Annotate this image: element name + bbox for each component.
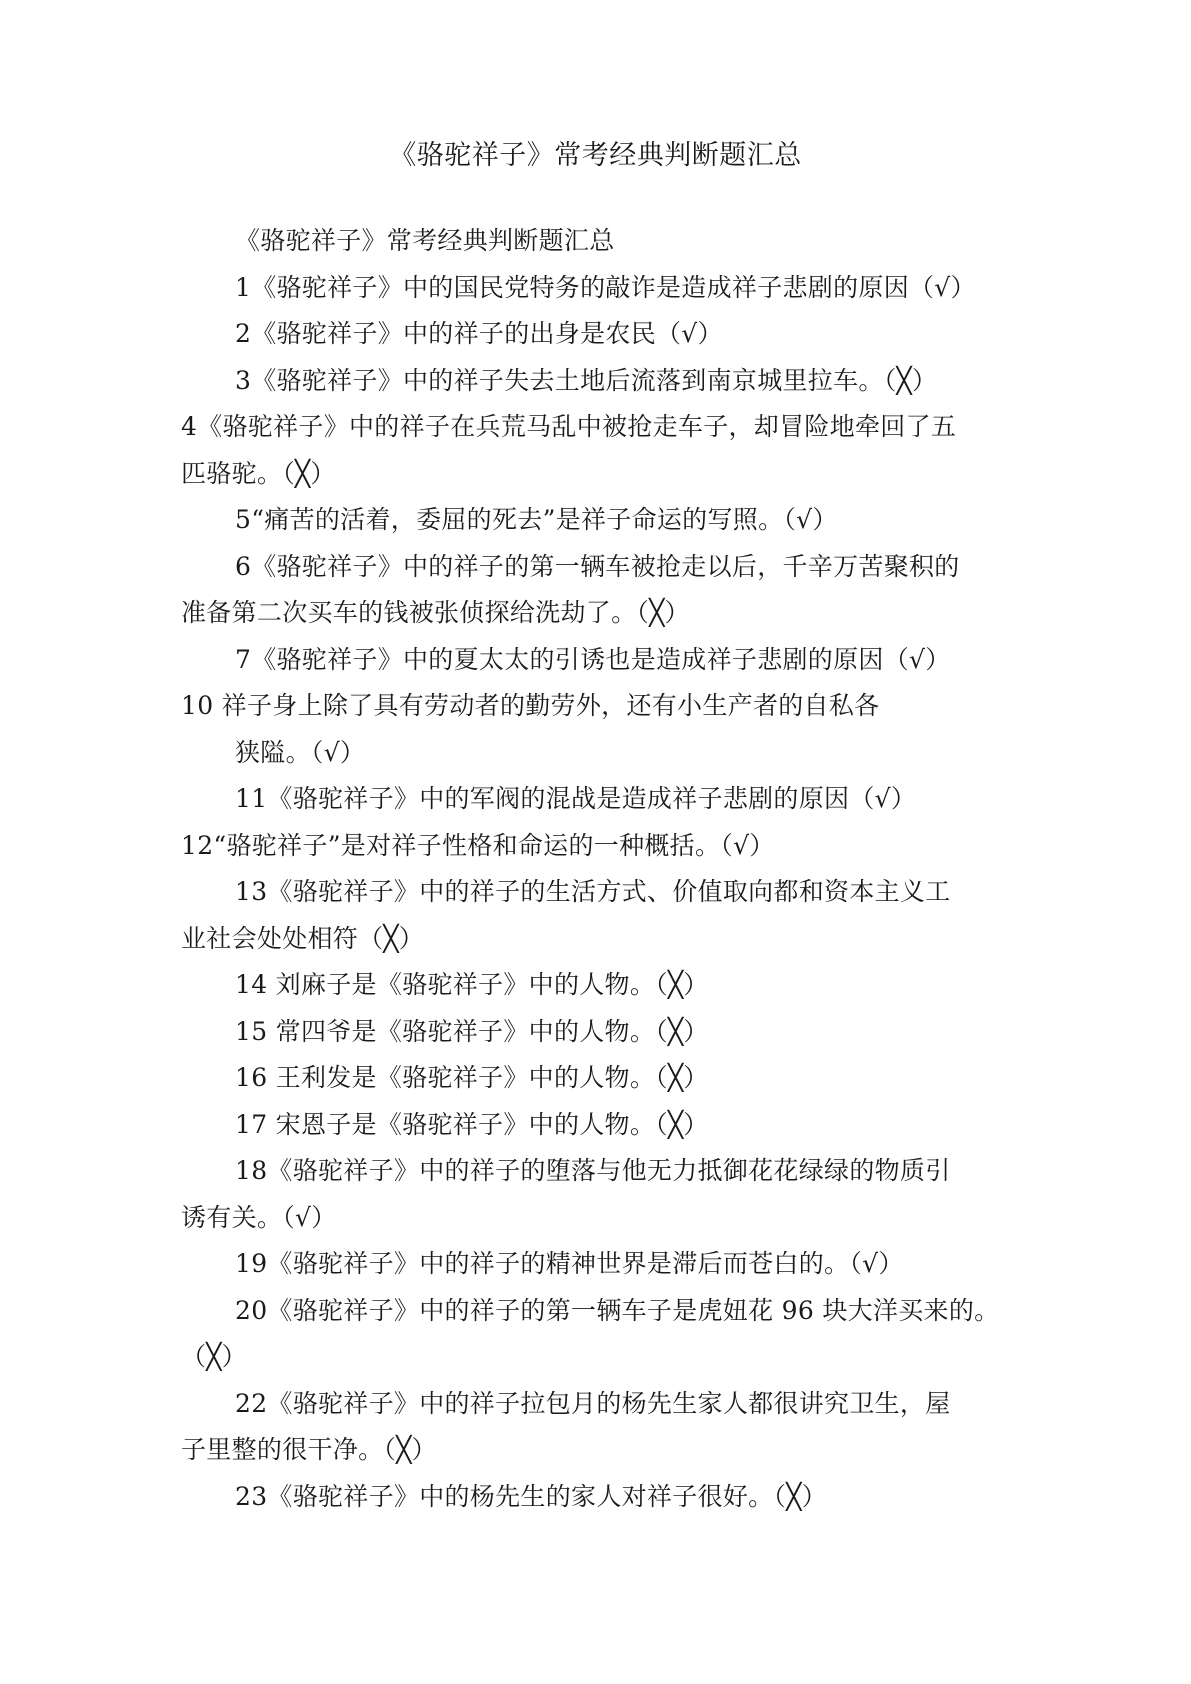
question-line: 22《骆驼祥子》中的祥子拉包月的杨先生家人都很讲究卫生，屋 bbox=[235, 1388, 951, 1418]
question-line: 13《骆驼祥子》中的祥子的生活方式、价值取向都和资本主义工 bbox=[235, 877, 951, 906]
body-line: 《骆驼祥子》常考经典判断题汇总 bbox=[235, 226, 615, 255]
question-line: 12“骆驼祥子”是对祥子性格和命运的一种概括。（√） bbox=[181, 830, 775, 860]
question-line: 7《骆驼祥子》中的夏太太的引诱也是造成祥子悲剧的原因（√） bbox=[235, 644, 951, 674]
question-line-continued: 子里整的很干净。（╳） bbox=[181, 1435, 437, 1464]
question-line-continued: 匹骆驼。（╳） bbox=[181, 458, 336, 488]
question-line-continued: （╳） bbox=[181, 1342, 247, 1371]
question-line: 15 常四爷是《骆驼祥子》中的人物。（╳） bbox=[235, 1016, 709, 1046]
question-line: 6《骆驼祥子》中的祥子的第一辆车被抢走以后，千辛万苦聚积的 bbox=[235, 551, 960, 581]
question-line-continued: 准备第二次买车的钱被张侦探给洗劫了。（╳） bbox=[181, 598, 690, 627]
question-line-continued: 业社会处处相符（╳） bbox=[181, 923, 425, 953]
question-line: 10 祥子身上除了具有劳动者的勤劳外，还有小生产者的自私各 bbox=[181, 691, 880, 720]
question-line: 1《骆驼祥子》中的国民党特务的敲诈是造成祥子悲剧的原因（√） bbox=[235, 272, 976, 302]
question-line: 11《骆驼祥子》中的军阀的混战是造成祥子悲剧的原因（√） bbox=[235, 784, 917, 813]
question-line: 14 刘麻子是《骆驼祥子》中的人物。（╳） bbox=[235, 970, 709, 999]
question-line-continued: 诱有关。（√） bbox=[181, 1202, 337, 1232]
question-line: 19《骆驼祥子》中的祥子的精神世界是滞后而苍白的。（√） bbox=[235, 1249, 904, 1278]
question-line: 18《骆驼祥子》中的祥子的堕落与他无力抵御花花绿绿的物质引 bbox=[235, 1156, 951, 1185]
document-body bbox=[181, 218, 1021, 1520]
question-line-continued: 狭隘。（√） bbox=[235, 737, 366, 767]
question-line: 4《骆驼祥子》中的祥子在兵荒马乱中被抢走车子，却冒险地牵回了五 bbox=[181, 412, 957, 441]
question-line: 3《骆驼祥子》中的祥子失去土地后流落到南京城里拉车。（╳） bbox=[235, 365, 938, 395]
question-line: 16 王利发是《骆驼祥子》中的人物。（╳） bbox=[235, 1063, 709, 1092]
question-line: 5“痛苦的活着，委屈的死去”是祥子命运的写照。（√） bbox=[235, 505, 838, 534]
question-line: 20《骆驼祥子》中的祥子的第一辆车子是虎妞花 96 块大洋买来的。 bbox=[235, 1295, 1000, 1325]
question-line: 17 宋恩子是《骆驼祥子》中的人物。（╳） bbox=[235, 1109, 709, 1139]
question-line: 2《骆驼祥子》中的祥子的出身是农民（√） bbox=[235, 319, 723, 348]
question-line: 23《骆驼祥子》中的杨先生的家人对祥子很好。（╳） bbox=[235, 1481, 827, 1511]
document-title: 《骆驼祥子》常考经典判断题汇总 bbox=[389, 140, 802, 171]
